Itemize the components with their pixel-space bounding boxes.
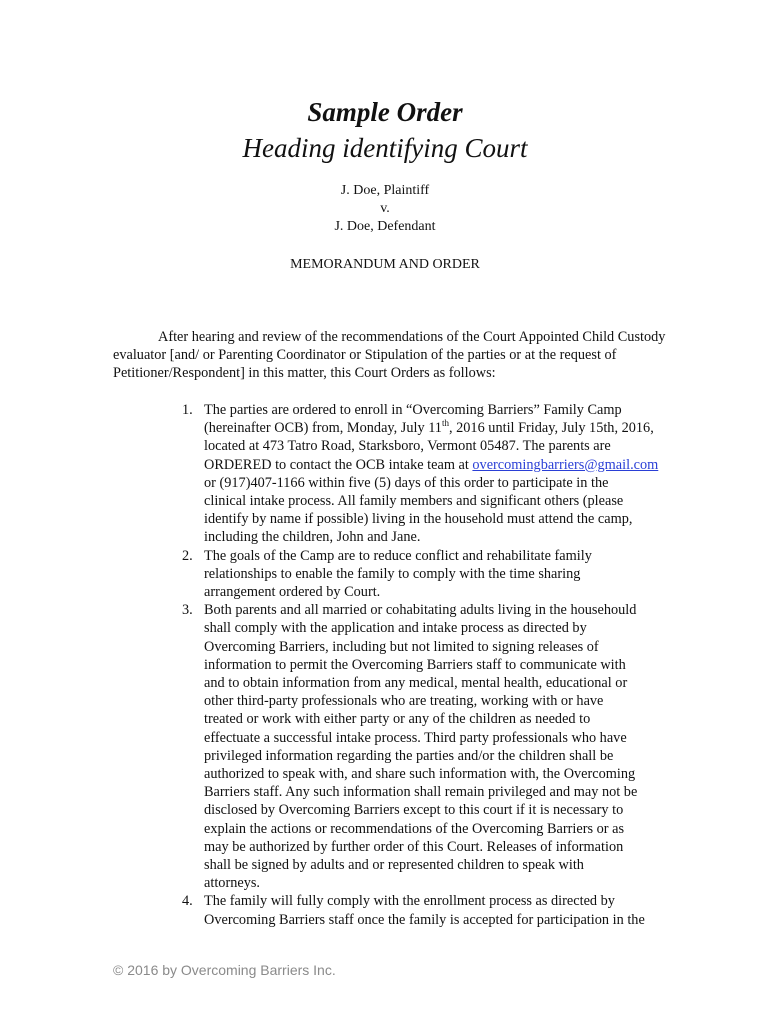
order-line: privileged information regarding the parties and/or the children shall be	[204, 747, 614, 764]
order-line: other third-party professionals who are treating, working with or have	[204, 693, 604, 710]
plaintiff-name: J. Doe, Plaintiff	[340, 183, 430, 198]
order-number: 3.	[182, 602, 193, 619]
order-item	[182, 892, 702, 928]
order-text: ORDERED to contact the OCB intake team at	[204, 456, 473, 473]
defendant-name: J. Doe, Defendant	[334, 219, 436, 234]
copyright-footer: © 2016 by Overcoming Barriers Inc.	[113, 962, 336, 978]
order-line: arrangement ordered by Court.	[204, 584, 381, 601]
order-number: 2.	[182, 547, 193, 564]
order-line: explain the actions or recommendations of the Overcoming Barriers or as	[204, 820, 625, 837]
order-item	[182, 601, 702, 892]
order-text: , 2016 until Friday, July 15th, 2016,	[448, 420, 654, 437]
order-text: (hereinafter OCB) from, Monday, July 11	[204, 420, 442, 437]
order-line: clinical intake process. All family members and significant others (please	[204, 493, 624, 510]
order-line: identify by name if possible) living in the household must attend the camp,	[204, 511, 633, 528]
order-line: relationships to enable the family to comply with the time sharing	[204, 565, 581, 582]
order-line: treated or work with either party or any of the children as needed to	[204, 711, 591, 728]
order-line: effectuate a successful intake process. Third party professionals who have	[204, 729, 627, 746]
order-line	[204, 456, 702, 474]
order-line: located at 473 Tatro Road, Starksboro, Vermont 05487. The parents are	[204, 438, 611, 455]
case-caption	[0, 182, 770, 236]
document-title: Sample Order	[307, 97, 463, 127]
order-line: may be authorized by further order of this Court. Releases of information	[204, 838, 624, 855]
order-line: The parties are ordered to enroll in “Overcoming Barriers” Family Camp	[204, 402, 622, 418]
memorandum-title: MEMORANDUM AND ORDER	[290, 257, 480, 272]
versus-label: v.	[380, 201, 390, 216]
order-number: 4.	[182, 893, 193, 910]
email-link[interactable]: overcomingbarriers@gmail.com	[472, 456, 659, 473]
intro-paragraph: After hearing and review of the recommendations of the Court Appointed Child Custody evaluator [and/ or Parenting Coordinator or Stipulation of the parties or at the request of Petitioner/Respondent] in this matter, this Court Orders as follows:	[113, 329, 666, 382]
order-line: Overcoming Barriers, including but not limited to signing releases of	[204, 638, 599, 655]
order-line: including the children, John and Jane.	[204, 529, 421, 546]
order-item	[182, 547, 702, 602]
order-line: attorneys.	[204, 875, 260, 892]
order-list	[182, 401, 702, 929]
order-line: disclosed by Overcoming Barriers except to this court if it is necessary to	[204, 802, 624, 819]
order-line: The goals of the Camp are to reduce conflict and rehabilitate family	[204, 547, 592, 564]
order-line: Barriers staff. Any such information shall remain privileged and may not be	[204, 784, 638, 801]
ordinal-suffix: th	[441, 418, 449, 429]
order-line: or (917)407-1166 within five (5) days of this order to participate in the	[204, 474, 609, 491]
court-heading: Heading identifying Court	[242, 133, 528, 163]
order-line: shall be signed by adults and or represented children to speak with	[204, 857, 584, 874]
order-line: The family will fully comply with the enrollment process as directed by	[204, 893, 615, 910]
order-line: shall comply with the application and intake process as directed by	[204, 620, 587, 637]
order-item	[182, 401, 702, 547]
order-line: and to obtain information from any medical, mental health, educational or	[204, 675, 628, 692]
order-line	[204, 419, 702, 437]
order-line: authorized to speak with, and share such information with, the Overcoming	[204, 766, 636, 783]
order-line: information to permit the Overcoming Barriers staff to communicate with	[204, 656, 626, 673]
order-line: Both parents and all married or cohabitating adults living in the househould	[204, 602, 637, 619]
order-number: 1.	[182, 402, 193, 418]
order-line: Overcoming Barriers staff once the family is accepted for participation in the	[204, 911, 645, 928]
